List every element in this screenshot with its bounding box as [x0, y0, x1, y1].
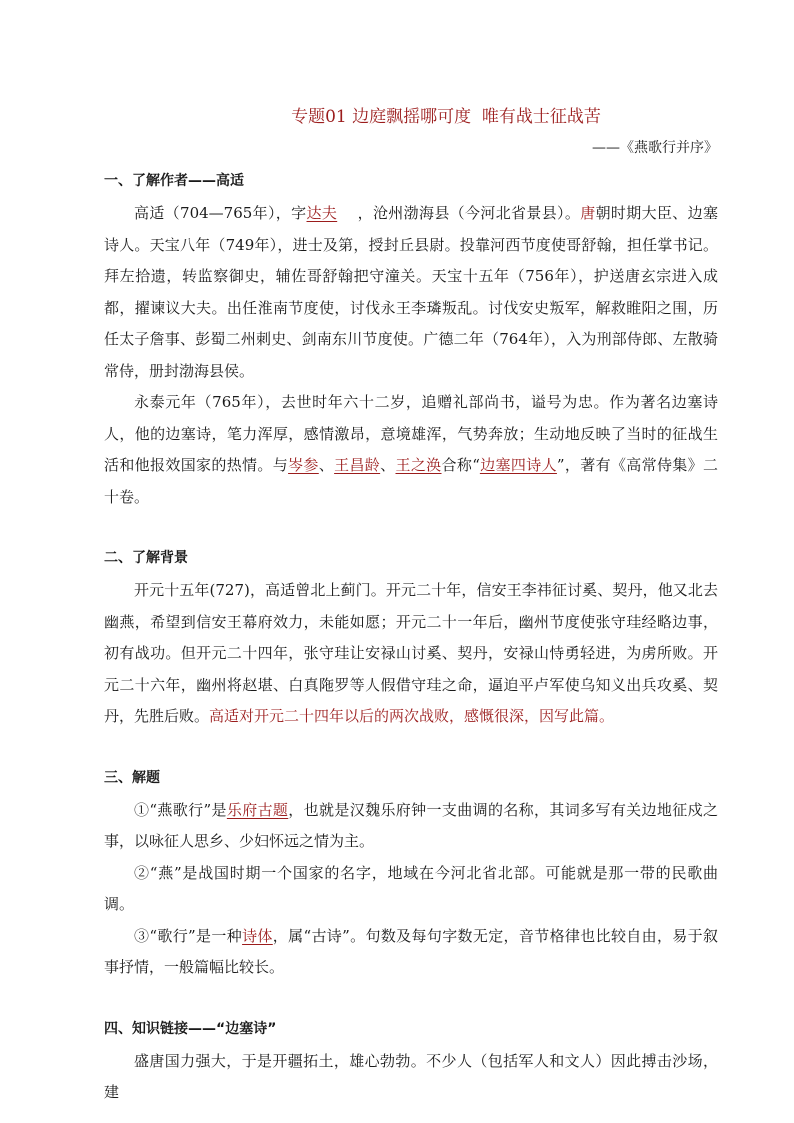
text-run: ”，著有《高常侍集》二十卷。 — [104, 456, 718, 506]
text-run: 盛唐国力强大，于是开疆拓土，雄心勃勃。不少人（包括军人和文人）因此搏击沙场，建 — [104, 1051, 718, 1101]
text-run: ，属“古诗”。句数及每句字数无定，音节格律也比较自由，易于叙事抒情，一般篇幅比较长。 — [104, 926, 718, 976]
document-subtitle: ——《燕歌行并序》 — [592, 140, 718, 156]
text-run: ，沧州渤海县（今河北省景县）。 — [337, 204, 581, 222]
link-shiti[interactable]: 诗体 — [242, 926, 273, 945]
explanation-paragraph-1 — [104, 795, 718, 858]
text-run: 永泰元年（765年），去世时年六十二岁，追赠礼部尚书，谥号为忠。作为著名边塞诗人，他的边塞诗，笔力浑厚，感情激昂，意境雄浑，气势奔放；生动地反映了当时的征战生活和他报效国家的热情。与 — [104, 393, 718, 474]
text-run: 、 — [318, 456, 335, 474]
document-title: 专题01 边庭飘摇哪可度 唯有战士征战苦 — [291, 107, 601, 127]
text-run: 合称“ — [441, 456, 480, 474]
author-paragraph-2 — [104, 387, 718, 513]
text-run: 高适（704—765年），字 — [134, 204, 307, 222]
link-wang-changling[interactable]: 王昌龄 — [334, 456, 381, 474]
explanation-paragraph-2 — [104, 858, 718, 921]
background-paragraph — [104, 575, 718, 733]
link-four-frontier-poets[interactable]: 边塞四诗人 — [479, 456, 557, 474]
knowledge-paragraph — [104, 1046, 718, 1109]
text-run: ②“燕”是战国时期一个国家的名字，地域在今河北省北部。可能就是那一带的民歌曲调。 — [104, 863, 718, 913]
section-heading-knowledge-link: 四、知识链接——“边塞诗” — [104, 1020, 277, 1037]
text-run: ③“歌行”是一种 — [134, 926, 243, 945]
link-wang-zhihuan[interactable]: 王之涣 — [395, 456, 442, 474]
section-heading-background: 二、了解背景 — [104, 550, 188, 566]
link-cen-shen[interactable]: 岑参 — [288, 456, 319, 474]
text-run: 、 — [380, 456, 396, 474]
text-run: 开元十五年(727)，高适曾北上蓟门。开元二十年，信安王李祎征讨奚、契丹，他又北去幽燕，希望到信安王幕府效力，未能如愿；开元二十一年后，幽州节度使张守珪经略边事，初有战功。但开元二十四年，张守珪让安禄山讨奚、契丹，安禄山恃勇轻进，为虏所败。开元二十六年，幽州将赵堪、白真陁罗等人假借守珪之命，逼迫平卢军使乌知义出兵攻奚、契丹，先胜后败。 — [104, 581, 718, 725]
link-dafu[interactable]: 达夫 — [306, 204, 338, 222]
link-tang[interactable]: 唐 — [580, 204, 596, 222]
explanation-paragraph-3 — [104, 921, 718, 984]
author-paragraph-1 — [104, 198, 718, 387]
link-yuefu[interactable]: 乐府古题 — [226, 800, 289, 819]
text-run: 朝时期大臣、边塞诗人。天宝八年（749年），进士及第，授封丘县尉。投靠河西节度使哥舒翰，担任掌书记。拜左拾遗，转监察御史，辅佐哥舒翰把守潼关。天宝十五年（756年），护送唐玄宗进入成都，擢谏议大夫。出任淮南节度使，讨伐永王李璘叛乱。讨伐安史叛军，解救睢阳之围，历任太子詹事、彭蜀二州刺史、剑南东川节度使。广德二年（764年），入为刑部侍郎、左散骑常侍，册封渤海县侯。 — [104, 204, 718, 380]
text-run: ①“燕歌行”是 — [134, 800, 227, 819]
section-heading-title-explanation: 三、解题 — [104, 769, 160, 786]
section-heading-author: 一、了解作者——高适 — [104, 173, 244, 189]
text-run: ，也就是汉魏乐府钟一支曲调的名称，其词多写有关边地征戍之事，以咏征人思乡、少妇怀远之情为主。 — [104, 800, 718, 850]
highlighted-sentence: 高适对开元二十四年以后的两次战败，感慨很深，因写此篇。 — [209, 707, 615, 725]
